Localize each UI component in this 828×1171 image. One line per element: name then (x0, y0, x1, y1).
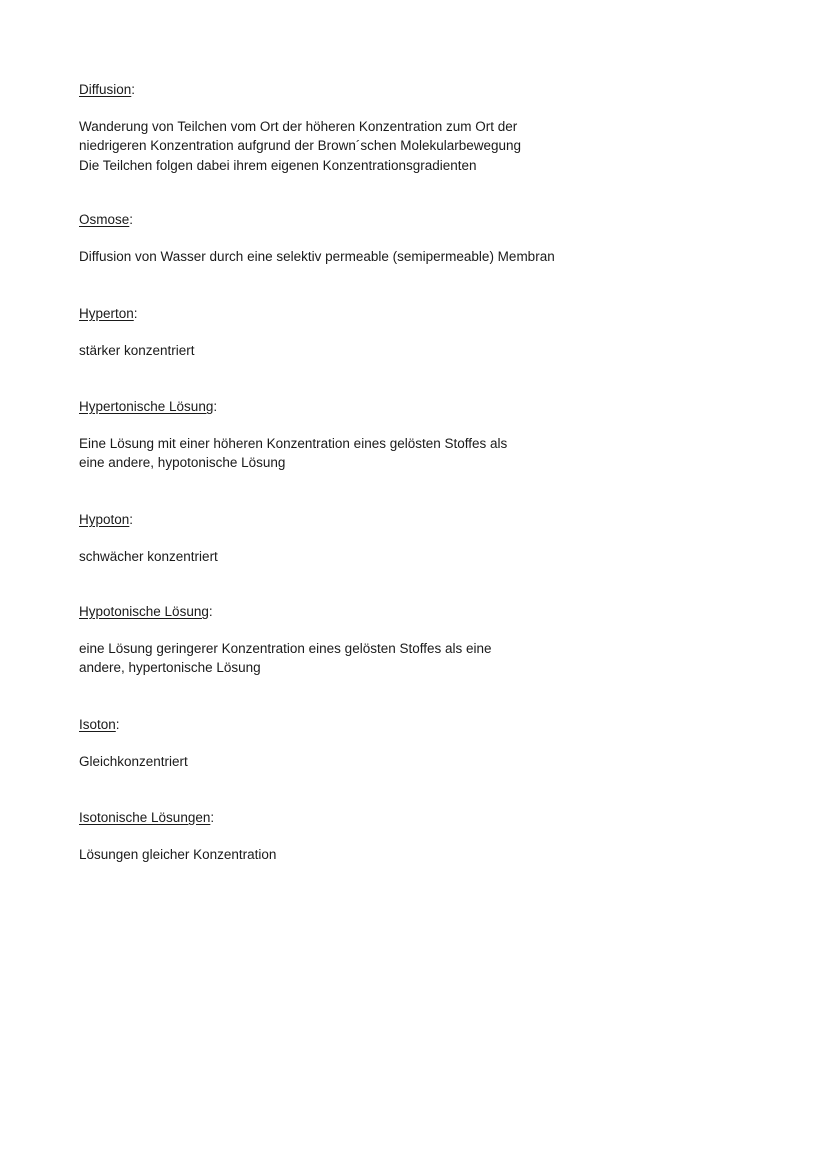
definition-heading: Diffusion: (79, 82, 136, 97)
definition-line: Lösungen gleicher Konzentration (79, 847, 277, 862)
definition-heading: Osmose: (79, 212, 134, 227)
definition-hyperton (79, 304, 679, 360)
definition-line: eine Lösung geringerer Konzentration eines gelösten Stoffes als eine (79, 641, 492, 656)
definition-line: schwächer konzentriert (79, 549, 218, 564)
definition-term: Isotonische Lösungen (79, 810, 211, 825)
definition-heading: Hypertonische Lösung: (79, 399, 218, 414)
definition-body (79, 247, 679, 266)
definition-heading: Isotonische Lösungen: (79, 810, 215, 825)
definition-hypertonische-loesung (79, 397, 679, 473)
definition-osmose (79, 210, 679, 266)
definition-body (79, 434, 679, 473)
definition-heading: Isoton: (79, 717, 120, 732)
definition-body (79, 752, 679, 771)
definition-body (79, 117, 679, 175)
definition-term: Hypotonische Lösung (79, 604, 209, 619)
definition-line: stärker konzentriert (79, 343, 195, 358)
definition-body (79, 845, 679, 864)
definition-term: Hyperton (79, 306, 134, 321)
definition-heading: Hyperton: (79, 306, 138, 321)
definition-term: Hypertonische Lösung (79, 399, 214, 414)
definition-term: Isoton (79, 717, 116, 732)
definition-hypoton (79, 510, 679, 566)
definition-line: Die Teilchen folgen dabei ihrem eigenen Konzentrationsgradienten (79, 157, 477, 173)
definition-line: Gleichkonzentriert (79, 754, 188, 769)
definition-line: Diffusion von Wasser durch eine selektiv permeable (semipermeable) Membran (79, 249, 555, 264)
definition-isoton (79, 715, 679, 771)
definition-line: Wanderung von Teilchen vom Ort der höheren Konzentration zum Ort der (79, 119, 518, 134)
definition-body (79, 547, 679, 566)
definition-hypotonische-loesung (79, 602, 679, 678)
definition-term: Hypoton (79, 512, 130, 527)
definition-line: Eine Lösung mit einer höheren Konzentration eines gelösten Stoffes als (79, 436, 508, 451)
definition-body (79, 341, 679, 360)
definition-diffusion (79, 80, 679, 175)
definition-isotonische-loesungen (79, 808, 679, 864)
definition-line: niedrigeren Konzentration aufgrund der Brown´schen Molekularbewegung (79, 138, 522, 154)
definition-term: Osmose (79, 212, 130, 227)
definition-heading: Hypotonische Lösung: (79, 604, 213, 619)
definition-heading: Hypoton: (79, 512, 134, 527)
definition-term: Diffusion (79, 82, 132, 97)
definition-line: eine andere, hypotonische Lösung (79, 455, 286, 471)
definition-body (79, 639, 679, 678)
definition-line: andere, hypertonische Lösung (79, 660, 261, 676)
